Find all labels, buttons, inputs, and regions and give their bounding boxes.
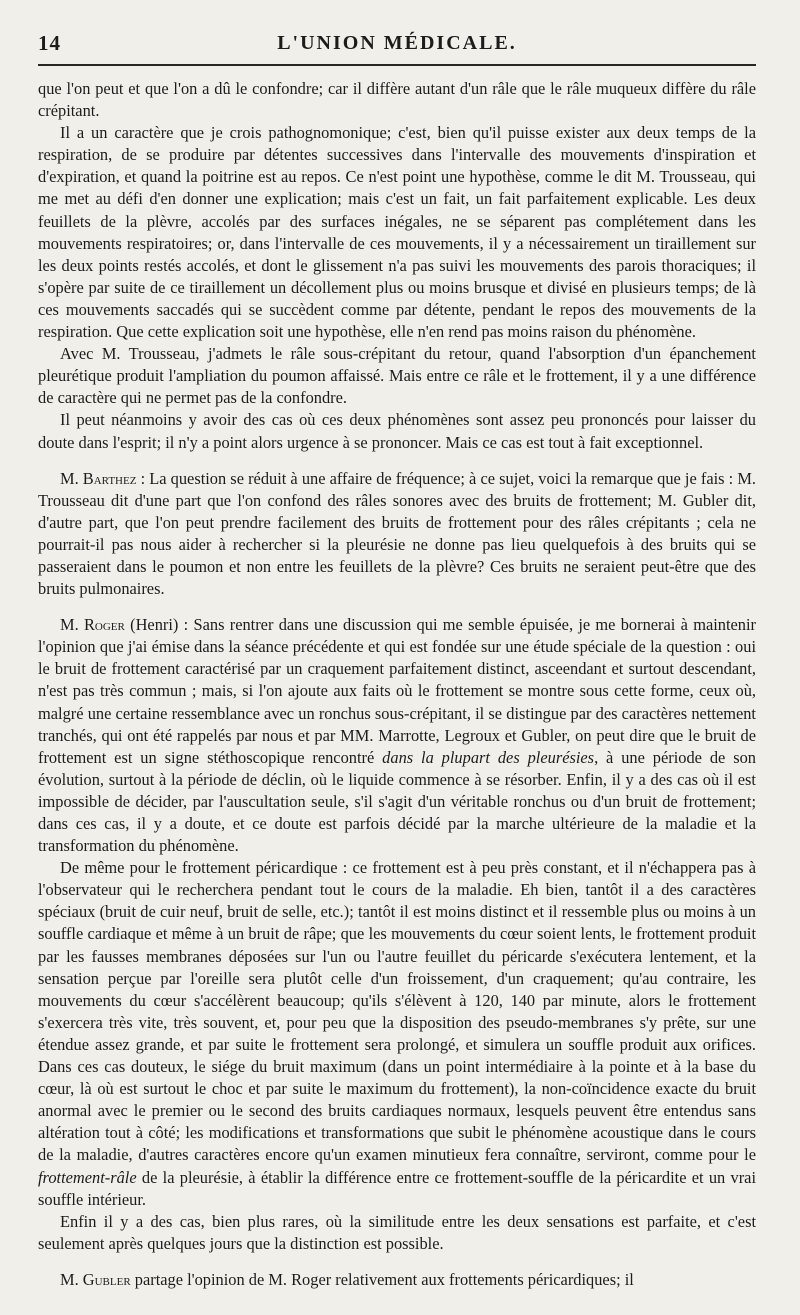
paragraph-roger — [38, 614, 756, 857]
paragraph-continuation: que l'on peut et que l'on a dû le confondre; car il diffère autant d'un râle que le râle muqueux diffère du râle crépitant. — [38, 79, 756, 121]
article-body — [38, 78, 756, 1291]
speech-text: de la pleurésie, à établir la différence entre ce frottement-souffle de la péricardite et un vrai souffle intérieur. — [38, 1167, 756, 1209]
emphasis-text: frottement-râle — [38, 1167, 137, 1187]
paragraph-pericardique — [38, 857, 756, 1211]
emphasis-text: dans la plupart des pleurésies — [382, 747, 595, 767]
speaker-name: M. Roger — [60, 615, 125, 635]
header-rule — [38, 64, 756, 66]
speaker-name: M. Gubler — [60, 1269, 131, 1289]
speech-text: De même pour le frottement péricardique : ce frottement est à peu près constant, et il n'échappera pas à l'observateur qui le recherchera pendant tout le cours de la maladie. Eh bien, tantôt il a des caractères spéciaux (bruit de cuir neuf, bruit de selle, etc.); tantôt il est moins distinct et il ressemble plus ou moins à un souffle cardiaque et même à un bruit de râpe; que les mouvements du cœur soient lents, le frottement produit par les fausses membranes déposées sur l'un ou l'autre feuillet du péricarde s'exécutera lentement, et la sensation perçue par l'oreille sera plutôt celle d'un froissement, d'un craquement; qu'au contraire, les mouvements du cœur s'accélèrent beaucoup; qu'ils s'élèvent à 120, 140 par minute, alors le frottement s'exercera très vite, très souvent, et, pour peu que la disposition des pseudo-membranes s'y prête, sur une étendue assez grande, et par suite le frottement sera prolongé, et simulera un souffle produit aux orifices. Dans ces cas douteux, le siége du bruit maximum (dans un point intermédiaire à la pointe et à la base du cœur, là où est surtout le choc et par suite le maximum du frottement), la non-coïncidence exacte du bruit anormal avec le premier ou le second des bruits cardiaques normaux, lesquels peuvent être entendus sans altération tout à côté; les modifications et transformations que subit le phénomène acoustique dans le cours de la maladie, d'autres caractères encore qu'un examen minutieux fera connaître, serviront, comme pour le — [38, 858, 756, 1165]
speaker-name: M. Barthez : — [60, 468, 146, 488]
page-header — [38, 0, 756, 60]
paragraph-trousseau-retour: Avec M. Trousseau, j'admets le râle sous-crépitant du retour, quand l'absorption d'un épanchement pleurétique produit l'ampliation du poumon affaissé. Mais entre ce râle et le frottement, il y a une différence de caractère qui ne permet pas de la confondre. — [38, 344, 756, 408]
paragraph-similitude: Enfin il y a des cas, bien plus rares, où la similitude entre les deux sensations est parfaite, et c'est seulement après quelques jours que la distinction est possible. — [38, 1211, 756, 1253]
page-number: 14 — [38, 31, 61, 55]
paragraph-exception: Il peut néanmoins y avoir des cas où ces deux phénomènes sont assez peu prononcés pour laisser du doute dans l'esprit; il n'y a point alors urgence à se prononcer. Mais ce cas est tout à fait exceptionnel. — [38, 410, 756, 452]
running-title: L'UNION MÉDICALE. — [277, 32, 517, 54]
speech-text: (Henri) : Sans rentrer dans une discussion qui me semble épuisée, je me bornerai à maintenir l'opinion que j'ai émise dans la séance précédente et qui est fondée sur une étude spéciale de la question : oui le bruit de frottement caractérisé par un craquement parfaitement distinct, asceendant et surtout descendant, n'est pas très commun ; mais, si l'on ajoute aux faits où le frottement se montre sous cette forme, ceux où, malgré une certaine ressemblance avec un ronchus sous-crépitant, il se distingue par des caractères nettement tranchés, qui ont été rappelés par nous et par MM. Marrotte, Legroux et Gubler, on peut dire que le bruit de frottement est un signe stéthoscopique rencontré — [38, 615, 756, 767]
paragraph-gubler — [38, 1269, 756, 1291]
speech-text: , à une période de son évolution, surtout à la période de déclin, où le liquide commence à se résorber. Enfin, il y a des cas où il est impossible de décider, par l'auscultation seule, s'il s'agit d'un véritable ronchus ou d'un bruit de frottement; dans ces cas, il y a doute, et ce doute est parfois décidé par la marche ultérieure de la maladie et la transformation du phénomène. — [38, 747, 756, 856]
speech-text: partage l'opinion de M. Roger relativement aux frottements péricardiques; il — [130, 1269, 634, 1289]
paragraph-crepitant-explanation: Il a un caractère que je crois pathognomonique; c'est, bien qu'il puisse exister aux deux temps de la respiration, de se produire par détentes successives dans l'intervalle des mouvements d'inspiration et d'expiration, et quand la poitrine est au repos. Ce n'est point une hypothèse, comme le dit M. Trousseau, qui me met au défi d'en donner une explication; mais c'est un fait, un fait parfaitement explicable. Les deux feuillets de la plèvre, accolés par des surfaces inégales, ne se séparent pas complétement dans les mouvements respiratoires; or, dans l'intervalle de ces mouvements, il y a nécessairement un tiraillement sur les deux points restés accolés, et dont le glissement n'a pas suivi les mouvements des parois thoraciques; il s'opère par suite de ce tiraillement un décollement plus ou moins brusque et divisé en plusieurs temps; de là ces mouvements saccadés qui se succèdent comme par détente, pendant le repos des mouvements de la respiration. Que cette explication soit une hypothèse, elle n'en rend pas moins raison du phénomène. — [38, 123, 756, 342]
paragraph-barthez — [38, 468, 756, 601]
speech-text: La question se réduit à une affaire de fréquence; à ce sujet, voici la remarque que je fais : M. Trousseau dit d'une part que l'on confond des râles sonores avec des bruits de frottement; M. Gubler dit, d'autre part, que l'on peut prendre facilement des bruits de frottement pour des râles crépitants ; cela ne pourrait-il pas nous aider à rechercher si la pleurésie ne donne pas lieu quelquefois à des bruits qui se passeraient dans le poumon et non entre les feuillets de la plèvre? Ces bruits ne seraient peut-être que des bruits pulmonaires. — [38, 468, 756, 599]
